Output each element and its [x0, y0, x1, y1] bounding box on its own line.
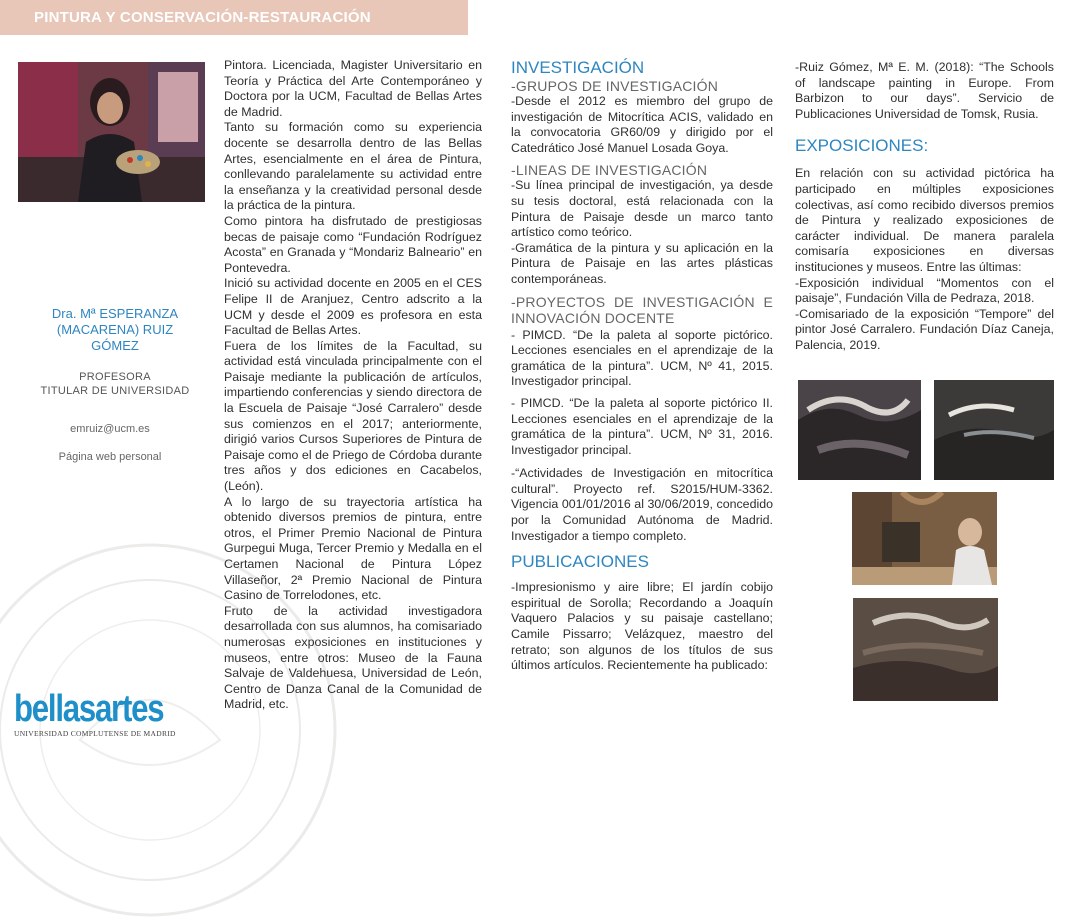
- portrait-photo: [18, 62, 205, 202]
- publicaciones-text: -Impresionismo y aire libre; El jardín cobijo espiritual de Sorolla; Recordando a Joaquín Vaquero Palacios y su paisaje castellano; Camile Pissarro; Velázquez, maestro del retrato; son algunos de los títulos de sus últimos artículos. Recientemente ha publicado:: [511, 580, 773, 673]
- bio-paragraph: Tanto su formación como su experiencia docente se desarrolla dentro de las Bellas Artes, esencialmente en el área de Pintura, conllevando paralelamente su actividad entre la enseñanza y la creatividad personal desde la práctica de la pintura.: [224, 120, 482, 213]
- profile-name-line: (MACARENA) RUIZ: [56, 322, 174, 337]
- publicacion-item: -Ruiz Gómez, Mª E. M. (2018): “The Schools of landscape painting in Europe. From Barbizon to our days”. Servicio de Publicaciones Universidad de Tomsk, Rusia.: [795, 60, 1054, 121]
- lineas-subheading: -LINEAS DE INVESTIGACIÓN: [511, 162, 708, 179]
- investigacion-heading: INVESTIGACIÓN: [511, 58, 645, 77]
- lineas-text: -Su línea principal de investigación, ya desde su tesis doctoral, está relacionada con la Pintura de Paisaje desde un marco tanto artístico como teórico.: [511, 178, 773, 240]
- bio-paragraph: Fuera de los límites de la Facultad, su actividad está vinculada principalmente con el Paisaje mediante la publicación de artículos, impartiendo conferencias y siendo directora de la Escuela de Paisaje “José Carralero” desde sus comienzos en el 2017; anteriormente, dirigió varios Cursos Superiores de Pintura de Paisaje como el de Priego de Córdoba durante tres años y dos ediciones en Cacabelos, (León).: [224, 338, 482, 494]
- profile-name: [40, 306, 190, 354]
- profile-role-line: PROFESORA: [79, 371, 151, 383]
- exposicion-item: -Exposición individual “Momentos con el paisaje”, Fundación Villa de Pedraza, 2018.: [795, 275, 1054, 306]
- publicaciones-heading: PUBLICACIONES: [511, 552, 649, 572]
- profile-name-line: GÓMEZ: [91, 338, 139, 353]
- profile-role-line: TITULAR DE UNIVERSIDAD: [40, 385, 190, 397]
- page-title: PINTURA Y CONSERVACIÓN-RESTAURACIÓN: [34, 9, 371, 26]
- proyecto-item: - PIMCD. “De la paleta al soporte pictórico. Lecciones esenciales en el aprendizaje de la gramática de la pintura”. UCM, Nº 41, 2015. Investigador principal.: [511, 327, 773, 389]
- bio-column: [224, 58, 482, 713]
- painting-image: [798, 380, 921, 480]
- painting-image: [934, 380, 1054, 480]
- profile-role: [25, 370, 205, 398]
- exposiciones-heading: EXPOSICIONES:: [795, 136, 929, 156]
- grupos-subheading: -GRUPOS DE INVESTIGACIÓN: [511, 78, 719, 94]
- grupos-text: -Desde el 2012 es miembro del grupo de investigación de Mitocrítica ACIS, validado en la convocatoria GR60/09 y dirigido por el Catedrático José Manuel Losada Goya.: [511, 94, 773, 155]
- artist-at-work-photo: [852, 492, 997, 585]
- exposiciones-text: En relación con su actividad pictórica ha participado en múltiples exposiciones colectivas, así como recibido diversos premios de Pintura y realizado exposiciones de carácter individual. De manera paralela comisaría exposiciones en diversas instituciones y museos. Entre las últimas:: [795, 166, 1054, 274]
- bio-paragraph: A lo largo de su trayectoria artística ha obtenido diversos premios de pintura, entre otros, el Primer Premio Nacional de Pintura Gurpegui Muga, Tercer Premio y Medalla en el Certamen Nacional de Pintura López Villaseñor, 2ª Premio Nacional de Pintura Casino de Torrelodones, etc.: [224, 494, 482, 603]
- proyectos-subheading: -PROYECTOS DE INVESTIGACIÓN E INNOVACIÓN DOCENTE: [511, 293, 773, 326]
- research-column: [511, 58, 773, 674]
- bio-paragraph: Inició su actividad docente en 2005 en el CES Felipe II de Aranjuez, Centro adscrito a la UCM y desde el 2009 es profesora en esta Facultad de Bellas Artes.: [224, 276, 482, 338]
- email-link[interactable]: emruiz@ucm.es: [70, 423, 150, 435]
- logo-subtitle: UNIVERSIDAD COMPLUTENSE DE MADRID: [14, 729, 176, 738]
- exposicion-item: -Comisariado de la exposición “Tempore” del pintor José Carralero. Fundación Díaz Caneja, Palencia, 2019.: [795, 306, 1054, 352]
- lineas-text: -Gramática de la pintura y su aplicación en la Pintura de Paisaje en las artes plásticas contemporáneas.: [511, 240, 773, 286]
- bio-paragraph: Pintora. Licenciada, Magister Universitario en Teoría y Práctica del Arte Contemporáneo y Doctora por la UCM, Facultad de Bellas Artes de Madrid.: [224, 58, 482, 119]
- right-column: [795, 60, 1054, 354]
- painting-image: [853, 598, 998, 701]
- proyecto-item: - PIMCD. “De la paleta al soporte pictórico II. Lecciones esenciales en el aprendizaje de la gramática de la pintura”. UCM, Nº 31, 2016. Investigador principal.: [511, 395, 773, 457]
- profile-name-line: Dra. Mª ESPERANZA: [51, 306, 179, 321]
- proyecto-item: -“Actividades de Investigación en mitocrítica cultural”. Proyecto ref. S2015/HUM-3362. Vigencia 001/01/2016 al 30/06/2019, concedido por la Comunidad Autónoma de Madrid. Investigador a tiempo completo.: [511, 466, 773, 543]
- bio-paragraph: Fruto de la actividad investigadora desarrollada con sus alumnos, ha comisariado numerosas exposiciones en instituciones y museos, entre otros: Museo de la Fauna Salvaje de Valdehuesa, Universidad de León, Centro de Danza Canal de la Comunidad de Madrid, etc.: [224, 603, 482, 712]
- bellasartes-logo: bellasartes: [14, 688, 164, 730]
- bio-paragraph: Como pintora ha disfrutado de prestigiosas becas de paisaje como “Fundación Rodríguez Acosta” en Granada y “Mondariz Balneario” en Pontevedra.: [224, 213, 482, 275]
- personal-web-link[interactable]: Página web personal: [58, 451, 162, 463]
